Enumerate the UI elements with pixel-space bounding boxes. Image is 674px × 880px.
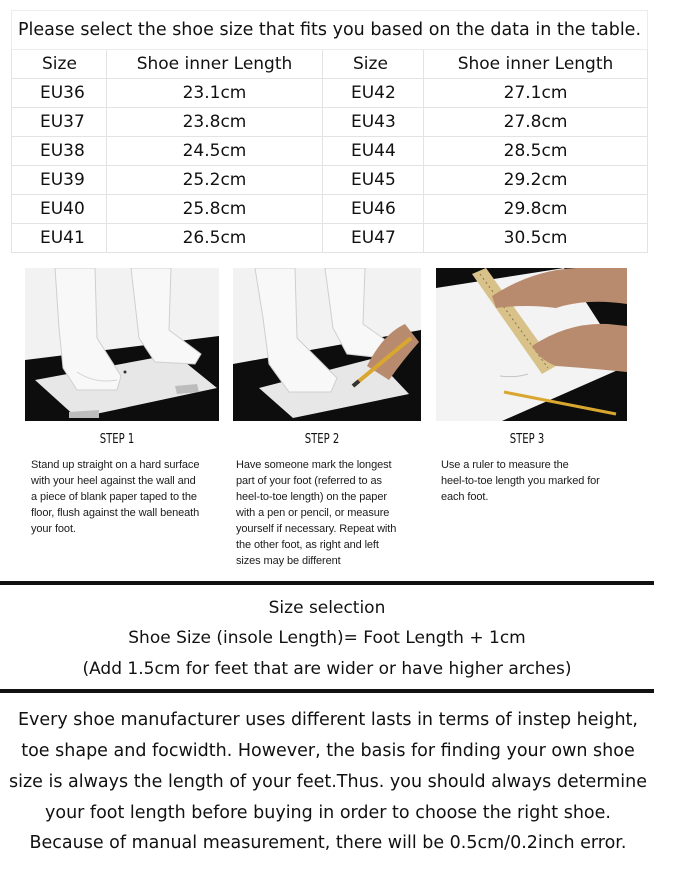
size-cell: EU38 — [12, 137, 107, 166]
size-cell: EU41 — [12, 224, 107, 253]
table-row — [12, 108, 648, 137]
step2-line: with a pen or pencil, or measure — [236, 507, 390, 519]
size-cell: EU42 — [323, 79, 424, 108]
step1-photo — [25, 268, 219, 421]
table-header-row — [12, 50, 648, 79]
divider-top — [0, 581, 654, 585]
step3-line: each foot. — [441, 491, 489, 503]
size-cell: EU40 — [12, 195, 107, 224]
size-selection-heading: Size selection — [268, 598, 386, 618]
size-formula: Shoe Size (insole Length)= Foot Length + 1cm — [128, 628, 526, 648]
paragraph-line: size is always the length of your feet.Thus. you should always determine — [9, 772, 647, 792]
length-cell: 29.2cm — [424, 166, 648, 195]
size-cell: EU45 — [323, 166, 424, 195]
header-length: Shoe inner Length — [107, 50, 323, 79]
step1-line: with your heel against the wall and — [31, 475, 196, 487]
paragraph-line: Every shoe manufacturer uses different lasts in terms of instep height, — [18, 710, 638, 730]
length-cell: 26.5cm — [107, 224, 323, 253]
header-length: Shoe inner Length — [424, 50, 648, 79]
table-title-row — [12, 11, 648, 50]
step3-description — [441, 457, 600, 505]
step3-line: Use a ruler to measure the — [441, 459, 569, 471]
step1-line: floor, flush against the wall beneath — [31, 507, 200, 519]
step3-title: STEP 3 — [509, 432, 545, 447]
length-cell: 25.8cm — [107, 195, 323, 224]
size-table — [11, 10, 648, 253]
table-row — [12, 137, 648, 166]
length-cell: 27.8cm — [424, 108, 648, 137]
step2-line: yourself if necessary. Repeat with — [236, 523, 397, 535]
step2-line: Have someone mark the longest — [236, 459, 392, 471]
length-cell: 23.8cm — [107, 108, 323, 137]
paragraph-line: Because of manual measurement, there will be 0.5cm/0.2inch error. — [29, 833, 627, 853]
length-cell: 28.5cm — [424, 137, 648, 166]
size-cell: EU46 — [323, 195, 424, 224]
table-row — [12, 79, 648, 108]
size-cell: EU43 — [323, 108, 424, 137]
paragraph-line: toe shape and focwidth. However, the basis for finding your own shoe — [21, 741, 635, 761]
step2-line: part of your foot (referred to as — [236, 475, 382, 487]
length-cell: 30.5cm — [424, 224, 648, 253]
size-cell: EU36 — [12, 79, 107, 108]
step2-line: the other foot, as right and left — [236, 539, 379, 551]
length-cell: 24.5cm — [107, 137, 323, 166]
step3-photo — [436, 268, 627, 421]
step1-description — [31, 457, 199, 537]
size-cell: EU39 — [12, 166, 107, 195]
size-cell: EU44 — [323, 137, 424, 166]
step2-title: STEP 2 — [304, 432, 340, 447]
length-cell: 23.1cm — [107, 79, 323, 108]
header-size: Size — [12, 50, 107, 79]
table-row — [12, 224, 648, 253]
size-cell: EU47 — [323, 224, 424, 253]
table-row — [12, 195, 648, 224]
step1-line: Stand up straight on a hard surface — [31, 459, 200, 471]
length-cell: 27.1cm — [424, 79, 648, 108]
paragraph-line: your foot length before buying in order to choose the right shoe. — [45, 803, 611, 823]
step2-description — [236, 457, 396, 569]
step3-line: heel-to-toe length you marked for — [441, 475, 600, 487]
step2-photo — [233, 268, 421, 421]
size-cell: EU37 — [12, 108, 107, 137]
table-row — [12, 166, 648, 195]
step1-line: your foot. — [31, 523, 76, 535]
length-cell: 25.2cm — [107, 166, 323, 195]
divider-bottom — [0, 689, 654, 693]
size-note: (Add 1.5cm for feet that are wider or have higher arches) — [82, 659, 572, 679]
length-cell: 29.8cm — [424, 195, 648, 224]
header-size: Size — [323, 50, 424, 79]
step1-title: STEP 1 — [99, 432, 135, 447]
table-title: Please select the shoe size that fits you based on the data in the table. — [12, 11, 648, 50]
step2-line: sizes may be different — [236, 555, 341, 567]
step2-line: heel-to-toe length) on the paper — [236, 491, 387, 503]
step1-line: a piece of blank paper taped to the — [31, 491, 197, 503]
